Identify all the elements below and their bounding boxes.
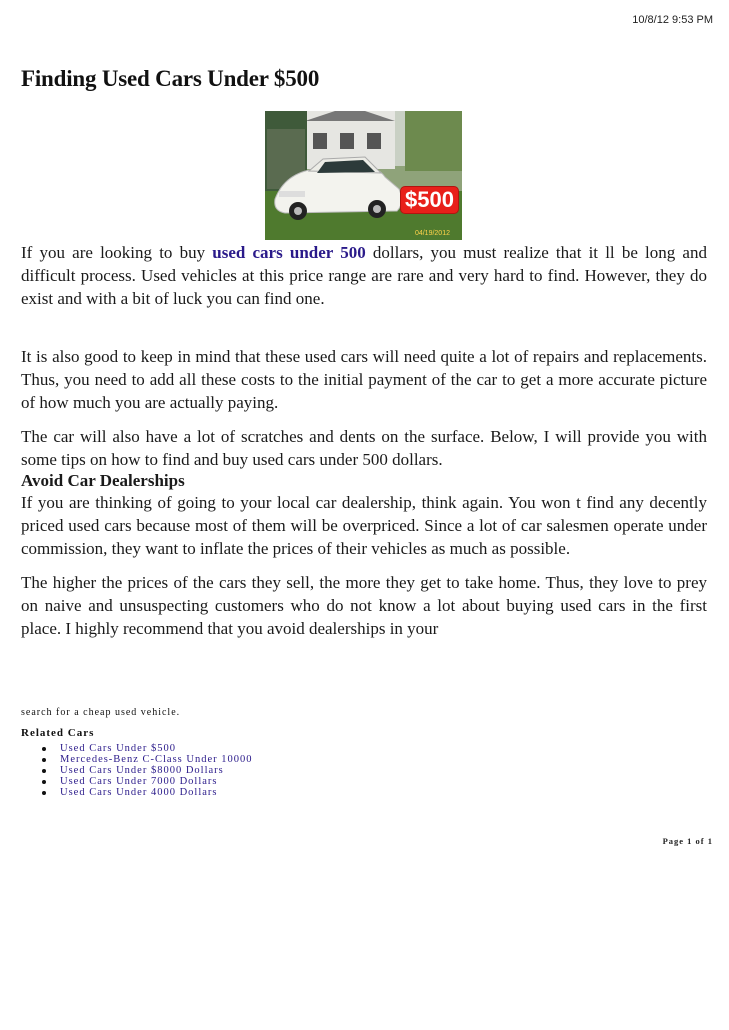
used-cars-under-500-link[interactable]: used cars under 500 xyxy=(212,243,366,262)
page-number: Page 1 of 1 xyxy=(662,836,713,846)
page-title: Finding Used Cars Under $500 xyxy=(21,66,320,91)
car-photo xyxy=(265,111,462,240)
car-photo-illustration xyxy=(265,111,462,240)
paragraph-dealerships: If you are thinking of going to your local car dealership, think again. You won t find any decently priced used cars because most of them will be overpriced. Since a lot of car salesmen operate under commission, they want to inflate the prices of their vehicles as much as possible. xyxy=(21,493,707,558)
paragraph-repairs: It is also good to keep in mind that these used cars will need quite a lot of repairs and replacements. Thus, you need to add all these costs to the initial payment of the car to get a more accurate picture of how much you are actually paying. xyxy=(21,347,707,412)
related-cars-heading: Related Cars xyxy=(21,727,95,739)
related-cars-list xyxy=(40,743,253,798)
paragraph-prices: The higher the prices of the cars they sell, the more they get to take home. Thus, they love to prey on naive and unsuspecting customers who do not know a lot about buying used cars in the first place. I highly recommend that you avoid dealerships in your xyxy=(21,573,707,638)
paragraph-tail: search for a cheap used vehicle. xyxy=(21,707,181,718)
price-tag: $500 xyxy=(401,187,458,213)
related-link[interactable]: Used Cars Under 4000 Dollars xyxy=(40,787,253,798)
section-heading-dealerships: Avoid Car Dealerships xyxy=(21,471,185,490)
paragraph-scratches: The car will also have a lot of scratches and dents on the surface. Below, I will provide you with some tips on how to find and buy used cars under 500 dollars. xyxy=(21,427,707,469)
related-link[interactable]: Used Cars Under $8000 Dollars xyxy=(40,765,253,776)
article-body xyxy=(21,241,707,640)
related-link[interactable]: Used Cars Under $500 xyxy=(40,743,253,754)
paragraph-intro-end: dollars, you must realize that it ll be long and difficult process. Used vehicles at this price range are rare and very hard to find. However, they do exist and with a bit of luck you can find one. xyxy=(21,243,707,308)
related-link[interactable]: Mercedes-Benz C-Class Under 10000 xyxy=(40,754,253,765)
related-link[interactable]: Used Cars Under 7000 Dollars xyxy=(40,776,253,787)
paragraph-intro-start: If you are looking to buy xyxy=(21,243,213,262)
photo-date-stamp: 04/19/2012 xyxy=(414,230,450,237)
print-timestamp: 10/8/12 9:53 PM xyxy=(632,14,713,26)
paragraph-intro xyxy=(21,241,707,310)
